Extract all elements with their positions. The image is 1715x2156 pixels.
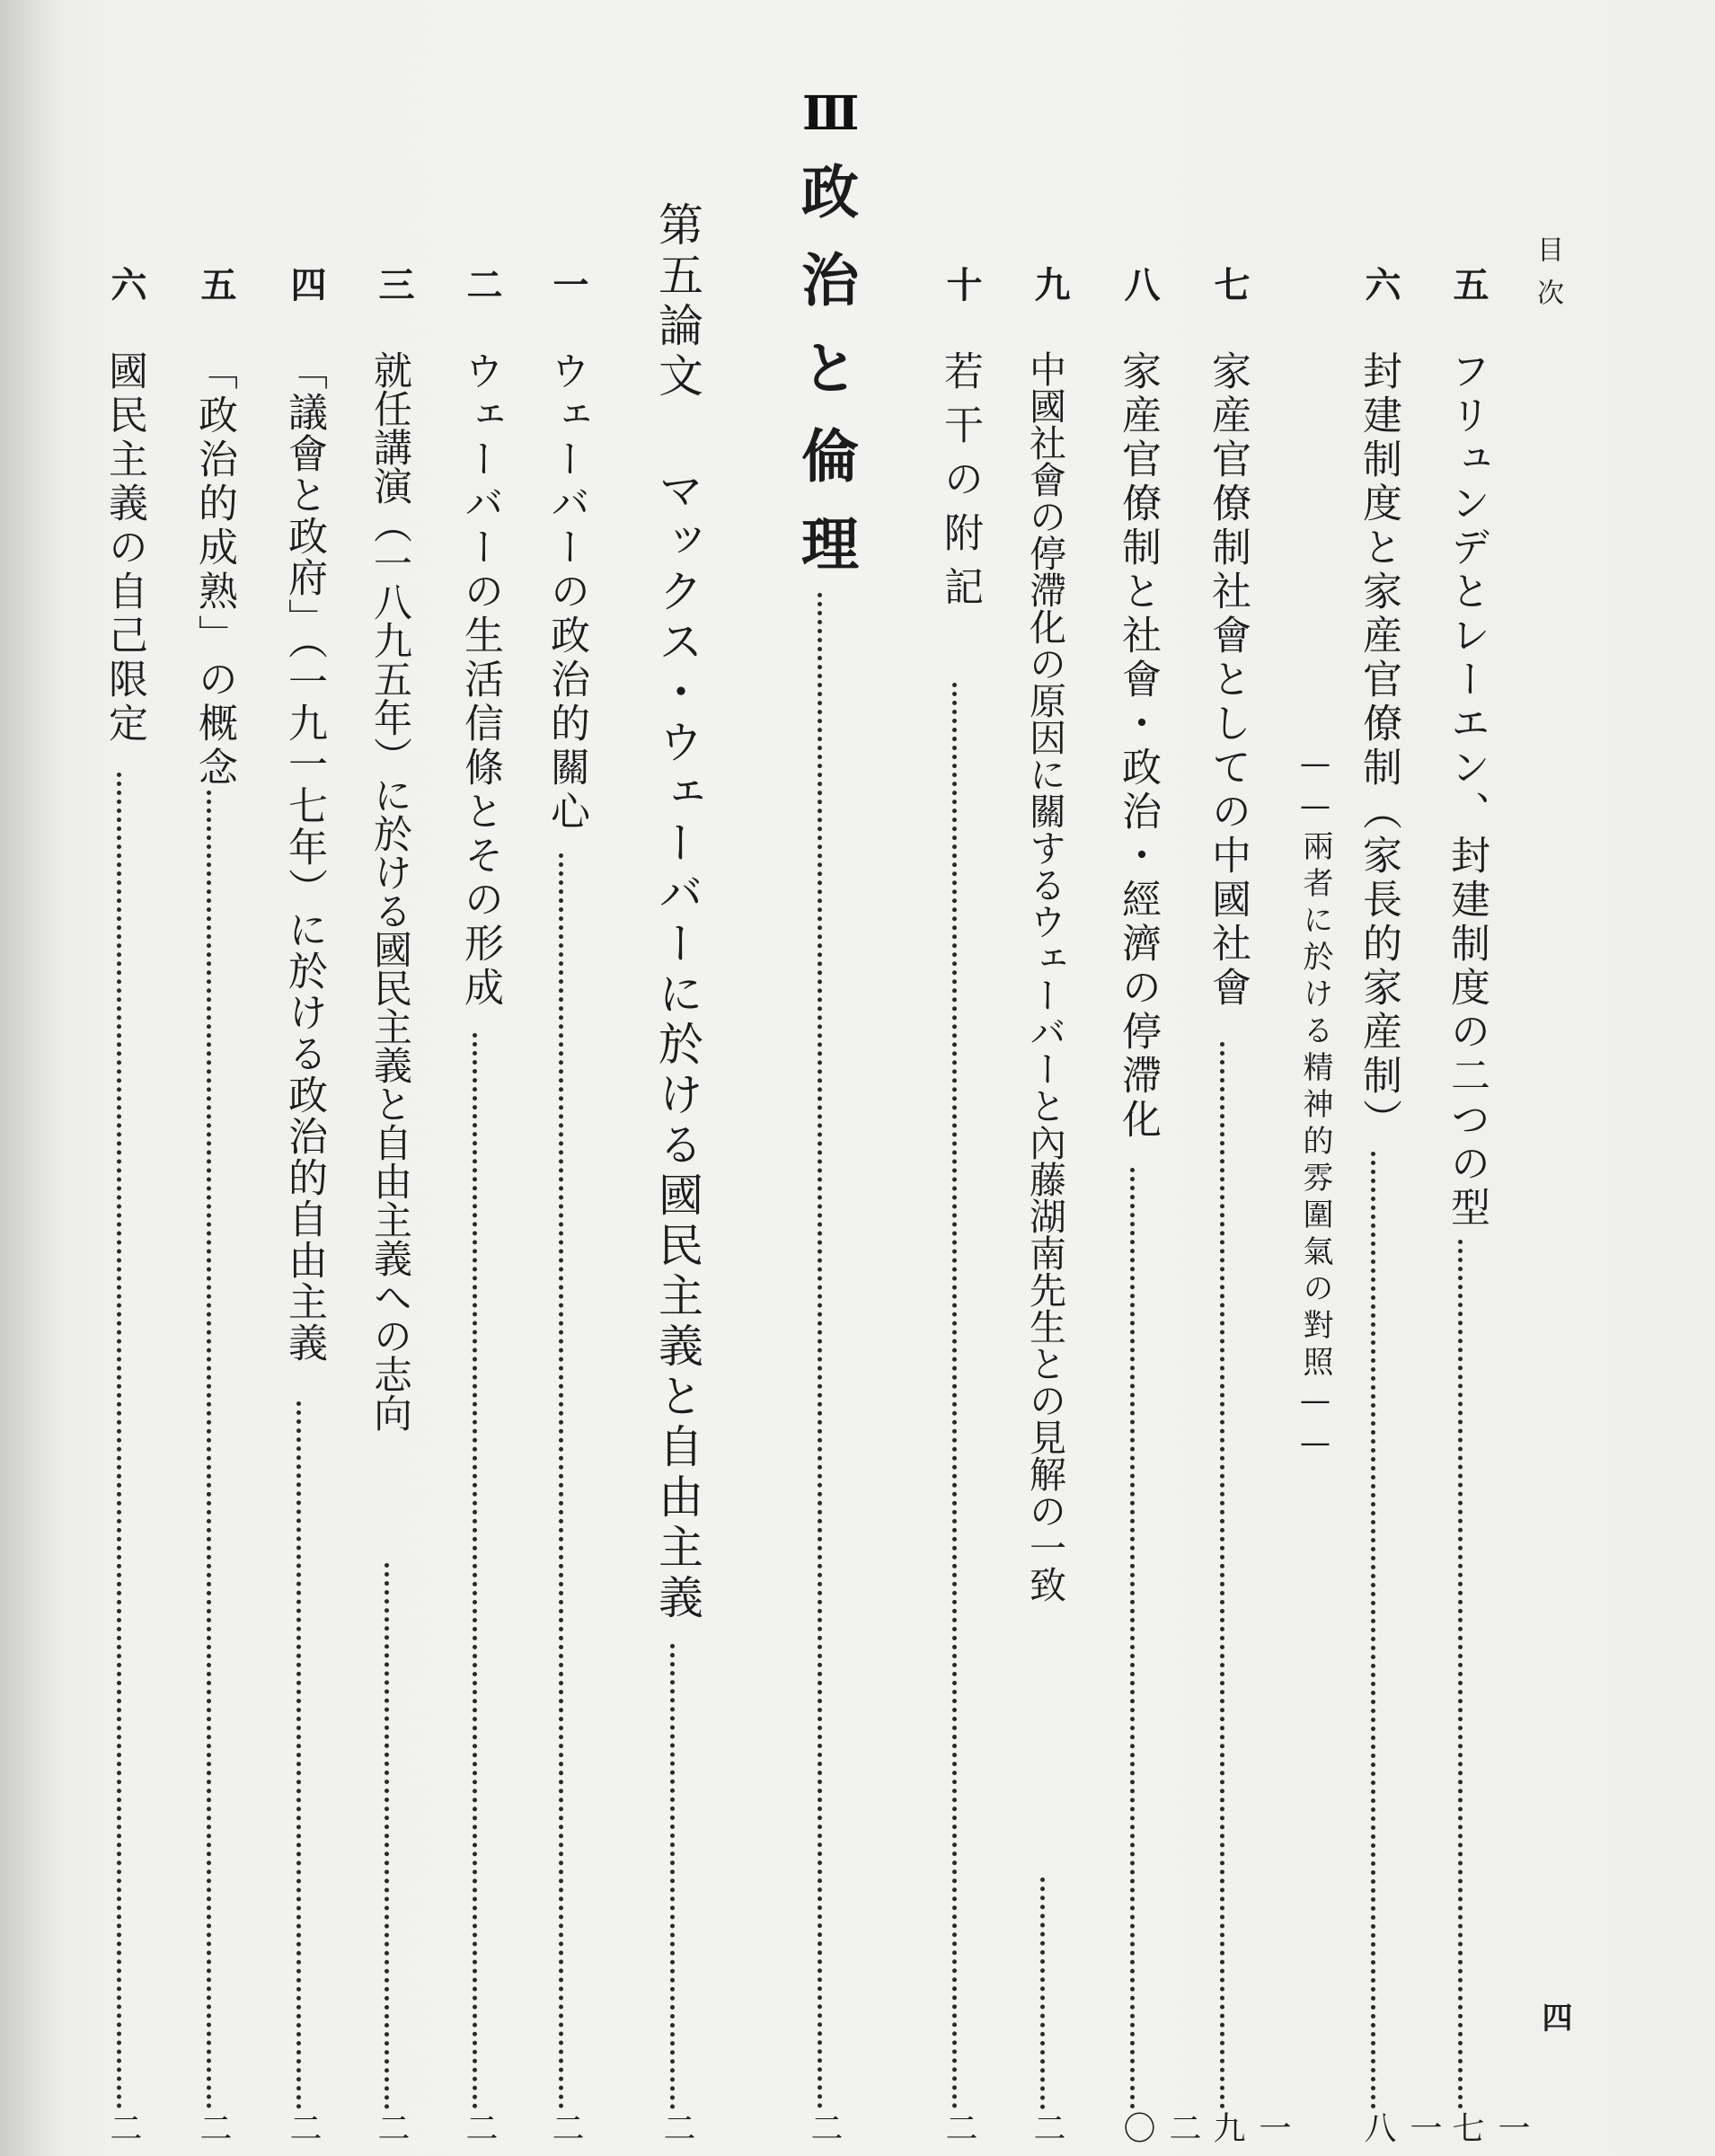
entry-title: 封建制度と家産官僚制（家長的家産制） — [1356, 350, 1401, 1143]
entry-title: 中國社會の停滯化の原因に關するウェーバーと內藤湖南先生との見解の一致 — [1023, 350, 1066, 1603]
sub-entry-page: 二 — [195, 2111, 232, 2143]
entry-page: 一七 — [1447, 2111, 1530, 2143]
entry-page: 二〇 — [1118, 2111, 1201, 2143]
entry-page: 一九 — [1208, 2111, 1291, 2143]
dot-leader — [1220, 1042, 1224, 2109]
entry-title: 若干の附記 — [937, 350, 983, 620]
entry-number: 八 — [1118, 266, 1161, 302]
sub-entry-page: 二 — [461, 2111, 498, 2143]
dot-leader — [1458, 1240, 1463, 2109]
sub-entry-title: 「議會と政府」（一九一七年）に於ける政治的自由主義 — [281, 350, 327, 1364]
sub-entry-title: 國民主義の自己限定 — [102, 350, 147, 747]
part-title: 政治と倫理 — [791, 162, 859, 602]
sub-entry-title: 就任講演（一八九五年）に於ける國民主義と自由主義への志向 — [367, 350, 412, 1432]
essay-label: 第五論文 — [651, 201, 703, 402]
dot-leader — [473, 1033, 477, 2109]
entry-title: 家産官僚制社會としての中國社會 — [1205, 350, 1251, 1011]
sub-entry-page: 二 — [547, 2111, 584, 2143]
sub-entry-title: ウェーバーの政治的關心 — [544, 350, 589, 835]
entry-page: 二 — [1029, 2111, 1065, 2143]
entry-title: 家産官僚制と社會・政治・經濟の停滯化 — [1115, 350, 1161, 1143]
sub-entry-page: 二 — [105, 2111, 142, 2143]
entry-number: 五 — [1447, 266, 1490, 302]
essay-title: マックス・ウェーバーに於ける國民主義と自由主義 — [651, 467, 703, 1624]
sub-entry-number: 一 — [547, 266, 589, 302]
dot-leader — [952, 683, 957, 2109]
dot-leader — [670, 1644, 675, 2109]
dot-leader — [385, 1563, 389, 2109]
part-numeral: Ⅲ — [802, 86, 860, 141]
sub-entry-number: 四 — [285, 266, 327, 302]
folio-number: 四 — [1536, 2001, 1572, 2032]
sub-entry-number: 六 — [105, 266, 147, 302]
entry-number: 九 — [1029, 266, 1071, 302]
page-gutter-shadow — [0, 0, 63, 2156]
entry-page: 一八 — [1359, 2111, 1442, 2143]
sub-entry-title: 「政治的成熟」の概念 — [191, 350, 237, 791]
essay-page: 二 — [659, 2111, 695, 2143]
dot-leader — [296, 1401, 301, 2109]
sub-entry-title: ウェーバーの生活信條とその形成 — [457, 350, 503, 1011]
dot-leader — [818, 593, 822, 2109]
entry-number: 十 — [941, 266, 983, 302]
dot-leader — [1040, 1878, 1045, 2109]
sub-entry-page: 二 — [285, 2111, 322, 2143]
dot-leader — [1371, 1152, 1375, 2109]
sub-entry-number: 五 — [195, 266, 237, 302]
entry-number: 六 — [1359, 266, 1401, 302]
sub-entry-number: 二 — [461, 266, 503, 302]
dot-leader — [559, 853, 563, 2109]
dot-leader — [207, 791, 211, 2109]
entry-title: フリュンデとレーエン、封建制度の二つの型 — [1444, 350, 1490, 1231]
sub-entry-page: 二 — [373, 2111, 410, 2143]
entry-page: 二 — [941, 2111, 977, 2143]
dot-leader — [1130, 1168, 1135, 2109]
running-header: 目次 — [1532, 235, 1563, 322]
entry-number: 七 — [1208, 266, 1251, 302]
dot-leader — [117, 773, 121, 2109]
sub-entry-number: 三 — [373, 266, 415, 302]
entry-subtitle: ——兩者に於ける精神的雰圍氣の對照—— — [1297, 746, 1333, 1467]
part-page: 二 — [806, 2111, 843, 2143]
